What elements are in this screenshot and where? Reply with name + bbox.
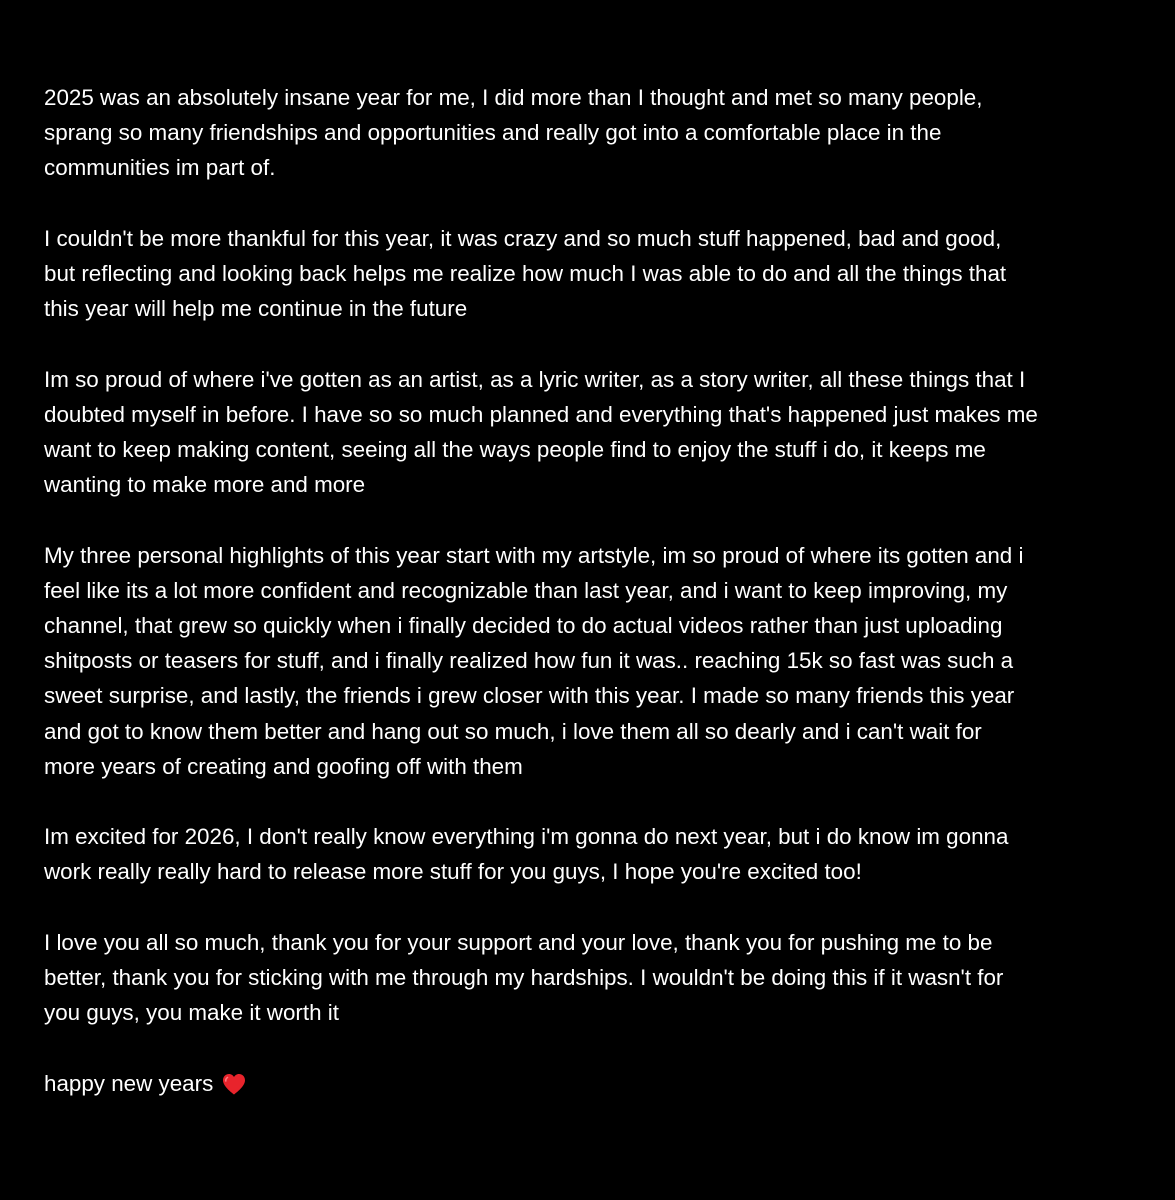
text-line: Im so proud of where i've gotten as an artist, as a lyric writer, as a story writer, all these things that I <box>44 366 1026 392</box>
paragraph <box>44 80 1144 186</box>
text-line: this year will help me continue in the future <box>44 296 468 322</box>
text-line: communities im part of. <box>44 155 276 181</box>
text-line: channel, that grew so quickly when i finally decided to do actual videos rather than just uploading <box>44 613 1003 638</box>
text-line: feel like its a lot more confident and recognizable than last year, and i want to keep improving, my <box>44 577 1008 603</box>
closing-text: happy new years <box>44 1070 214 1096</box>
paragraph <box>44 221 1144 327</box>
text-line: more years of creating and goofing off with them <box>44 753 523 779</box>
text-line: but reflecting and looking back helps me realize how much I was able to do and all the things that <box>44 261 1007 286</box>
text-line: and got to know them better and hang out so much, i love them all so dearly and i can't wait for <box>44 718 982 744</box>
text-line: shitposts or teasers for stuff, and i finally realized how fun it was.. reaching 15k so fast was such a <box>44 648 1014 674</box>
paragraph <box>44 538 1144 784</box>
text-line: I love you all so much, thank you for your support and your love, thank you for pushing me to be <box>44 929 993 955</box>
closing-line <box>44 1066 1144 1101</box>
text-line: sprang so many friendships and opportunities and really got into a comfortable place in the <box>44 120 942 146</box>
paragraph <box>44 362 1144 503</box>
heart-icon <box>221 1071 247 1095</box>
paragraph-list <box>44 80 1144 1030</box>
text-line: doubted myself in before. I have so so much planned and everything that's happened just makes me <box>44 401 1038 427</box>
text-line: My three personal highlights of this year start with my artstyle, im so proud of where its gotten and i <box>44 542 1024 568</box>
paragraph <box>44 925 1144 1031</box>
text-line: want to keep making content, seeing all the ways people find to enjoy the stuff i do, it keeps me <box>44 437 986 462</box>
text-line: wanting to make more and more <box>44 472 366 498</box>
text-line: Im excited for 2026, I don't really know everything i'm gonna do next year, but i do know im gonna <box>44 824 1009 850</box>
text-line: I couldn't be more thankful for this year, it was crazy and so much stuff happened, bad and good, <box>44 225 1002 251</box>
text-line: 2025 was an absolutely insane year for me, I did more than I thought and met so many people, <box>44 85 983 110</box>
text-line: better, thank you for sticking with me through my hardships. I wouldn't be doing this if it wasn't for <box>44 965 1004 990</box>
text-line: you guys, you make it worth it <box>44 1000 339 1026</box>
text-line: work really really hard to release more stuff for you guys, I hope you're excited too! <box>44 859 862 885</box>
text-line: sweet surprise, and lastly, the friends i grew closer with this year. I made so many friends this year <box>44 683 1015 709</box>
paragraph <box>44 819 1144 889</box>
note-body <box>44 80 1144 1101</box>
